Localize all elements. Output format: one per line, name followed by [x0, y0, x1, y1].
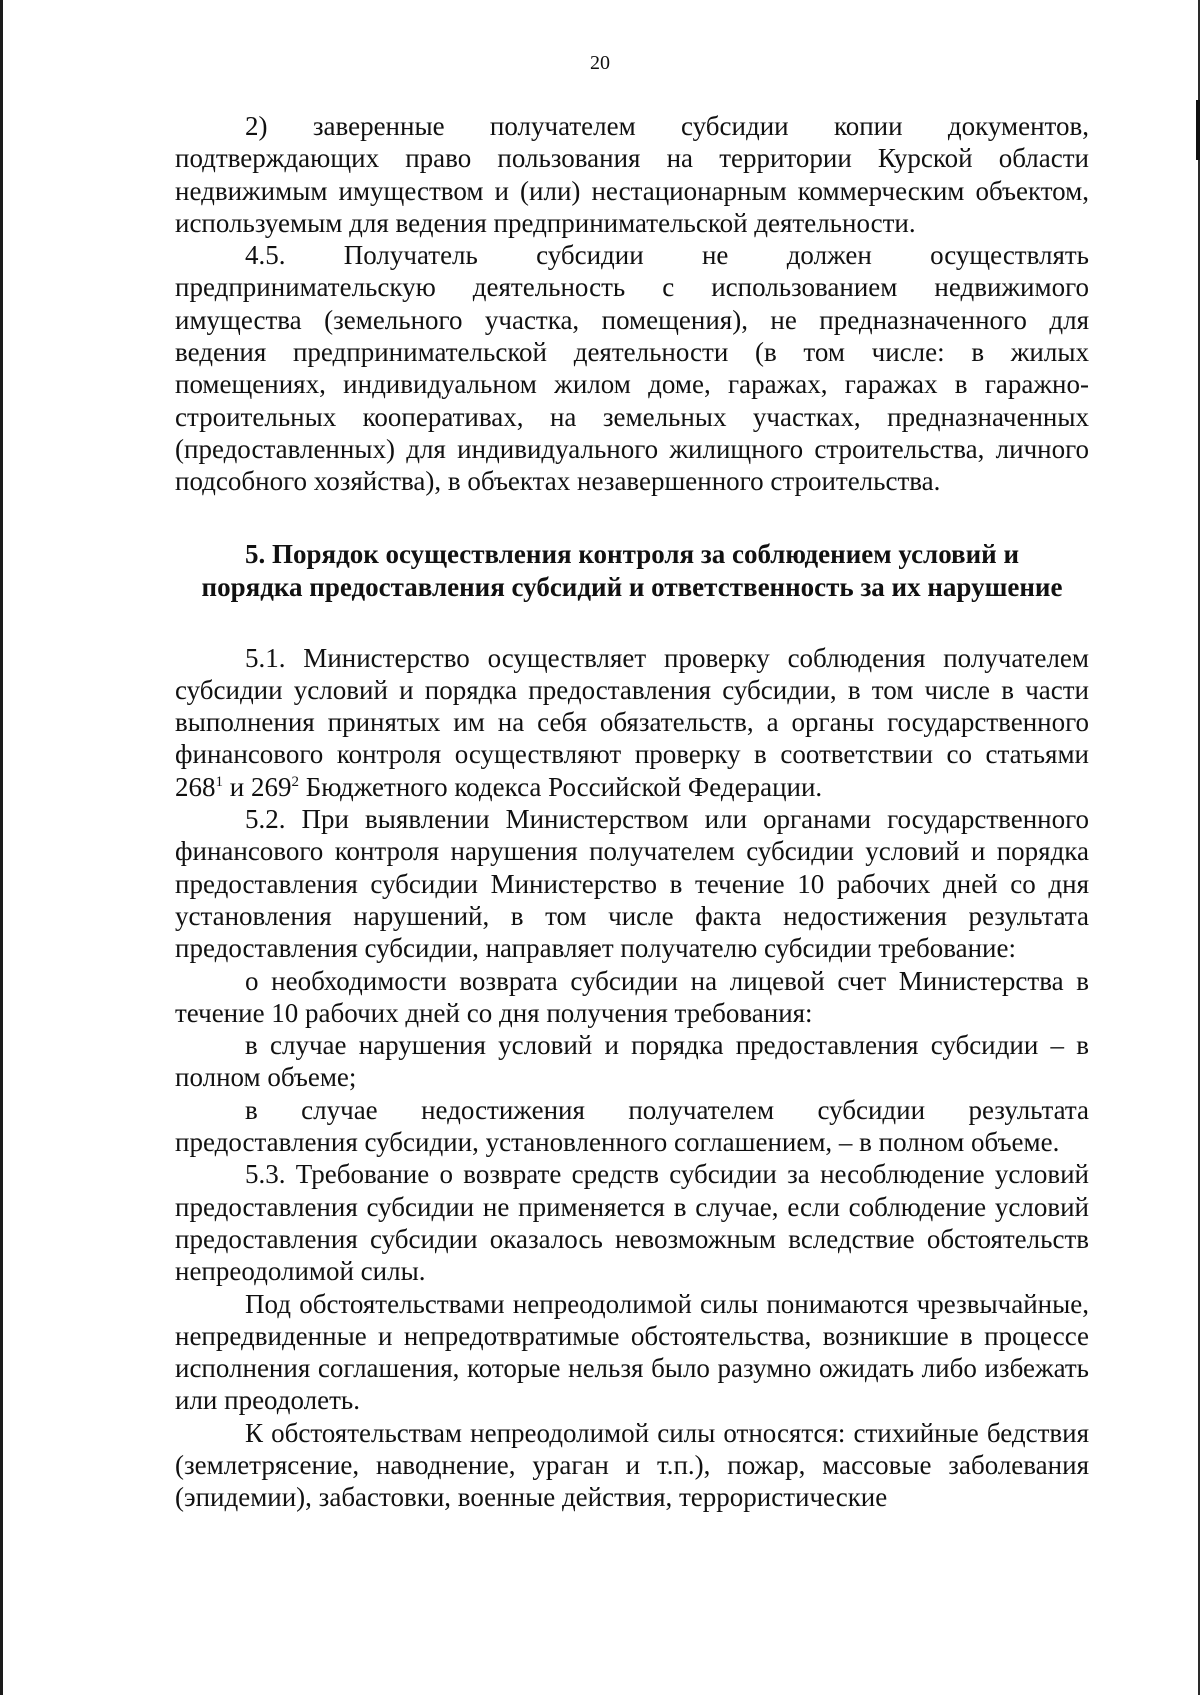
page-number: 20 — [590, 52, 610, 74]
document-body — [175, 110, 1089, 1514]
paragraph-item-2: 2) заверенные получателем субсидии копии документов, подтверждающих право пользования на территории Курской области недвижимым имуществом и (или) нестационарным коммерческим объектом, используемым для ведения предпринимательской деятельности. — [175, 111, 1089, 238]
scan-mark — [1196, 100, 1200, 160]
paragraph-5-3: 5.3. Требование о возврате средств субсидии за несоблюдение условий предоставления субсидии не применяется в случае, если соблюдение условий предоставления субсидии оказалось невозможным вследствие обстоятельств непреодолимой силы. — [175, 1159, 1089, 1287]
paragraph-5-1-text-mid: и 269 — [223, 771, 292, 802]
paragraph-5-2: 5.2. При выявлении Министерством или органами государственного финансового контроля нарушения получателем субсидии условий и порядка предоставления субсидии Министерство в течение 10 рабочих дней со дня установления нарушений, в том числе факта недостижения результата предоставления субсидии, направляет получателю субсидии требование: — [175, 804, 1089, 964]
footnote-sup-2: 2 — [291, 773, 299, 790]
paragraph-return-requirement: о необходимости возврата субсидии на лицевой счет Министерства в течение 10 рабочих дней со дня получения требования: — [175, 965, 1089, 1028]
footnote-sup-1: 1 — [215, 773, 223, 790]
paragraph-5-1 — [175, 642, 1089, 803]
paragraph-force-majeure-list: К обстоятельствам непреодолимой силы относятся: стихийные бедствия (землетрясение, наводнение, ураган и т.п.), пожар, массовые заболевания (эпидемии), забастовки, военные действия, террористические — [175, 1417, 1089, 1513]
paragraph-5-1-text-end: Бюджетного кодекса Российской Федерации. — [298, 771, 823, 802]
section-5-heading-line-2: порядка предоставления субсидий и ответственность за их нарушение — [201, 571, 1063, 602]
section-5-heading-line-1: 5. Порядок осуществления контроля за соблюдением условий и — [244, 538, 1020, 569]
section-5-heading — [175, 538, 1089, 604]
paragraph-5-1-text-start: 5.1. Министерство осуществляет проверку соблюдения получателем субсидии условий и порядка предоставления субсидии, в том числе в части выполнения принятых им на себя обязательств, а органы государственного финансового контроля осуществляют проверку в соответствии со статьями 268 — [175, 642, 1089, 802]
paragraph-non-achievement-case: в случае недостижения получателем субсидии результата предоставления субсидии, установленного соглашением, – в полном объеме. — [175, 1094, 1089, 1158]
paragraph-force-majeure-definition: Под обстоятельствами непреодолимой силы понимаются чрезвычайные, непредвиденные и непредотвратимые обстоятельства, возникшие в процессе исполнения соглашения, которые нельзя было разумно ожидать либо избежать или преодолеть. — [175, 1288, 1089, 1416]
scan-edge-left — [0, 0, 3, 1695]
paragraph-violation-case: в случае нарушения условий и порядка предоставления субсидии – в полном объеме; — [175, 1030, 1089, 1093]
paragraph-4-5: 4.5. Получатель субсидии не должен осуществлять предпринимательскую деятельность с использованием недвижимого имущества (земельного участка, помещения), не предназначенного для ведения предпринимательской деятельности (в том числе: в жилых помещениях, индивидуальном жилом доме, гаражах, гаражах в гаражно-строительных кооперативах, на земельных участках, предназначенных (предоставленных) для индивидуального жилищного строительства, личного подсобного хозяйства), в объектах незавершенного строительства. — [175, 240, 1089, 497]
